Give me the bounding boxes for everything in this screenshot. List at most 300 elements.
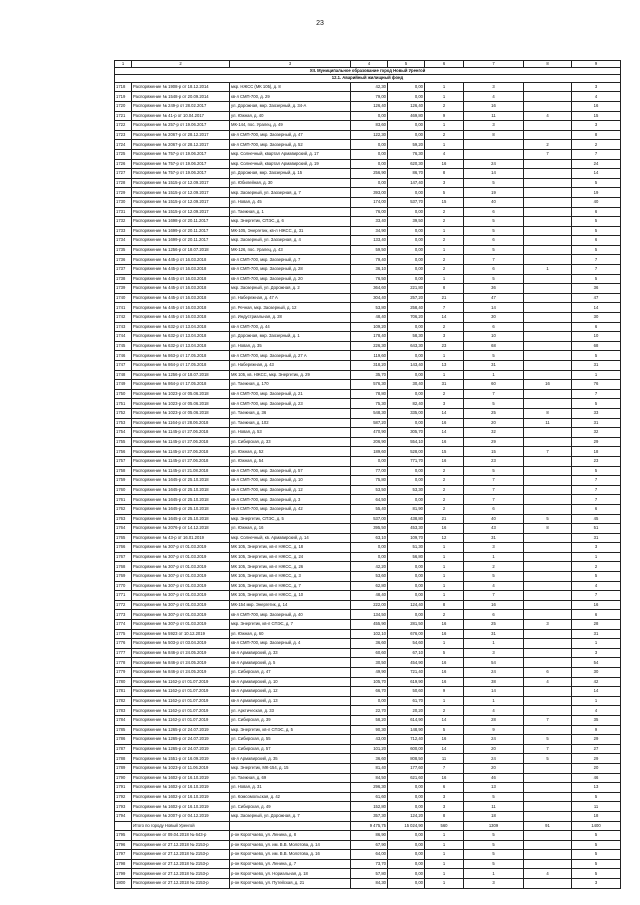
table-cell: 101,20 [351,744,388,754]
table-cell: 4 [572,92,621,102]
table-cell: 1793 [115,802,132,812]
table-cell: 109,70 [388,533,425,543]
table-cell: 16 [425,629,464,639]
table-row [115,792,621,802]
table-cell: 1739 [115,284,132,294]
table-cell [524,332,572,342]
table-cell: 7 [572,476,621,486]
table-cell [524,456,572,466]
table-cell: 126,40 [351,101,388,111]
table-cell [524,859,572,869]
table-cell: 23 [572,456,621,466]
table-cell: 1728 [115,178,132,188]
table-cell: 75,80 [351,476,388,486]
table-cell: 1760 [115,485,132,495]
table-cell: кв-л СМП-700, мкр. Заозерный, д. 42 [230,504,351,514]
table-cell [524,428,572,438]
table-cell: 1766 [115,543,132,553]
table-cell: 257,20 [388,293,425,303]
table-cell: 16 [425,668,464,678]
table-row [115,879,621,889]
table-cell: 119,60 [351,351,388,361]
table-cell: 78,80 [351,389,388,399]
table-cell: 3 [524,620,572,630]
table-cell: ул. Комсомольская, д. 42 [230,792,351,802]
table-cell: 2 [425,476,464,486]
table-cell: 43 [464,524,524,534]
table-cell: 24 [464,754,524,764]
table-cell: 2 [425,485,464,495]
table-row [115,639,621,649]
table-cell: ул. Таежная, д. 102 [230,418,351,428]
table-cell: кв-л СМП-700, мкр. Заозерный, д. 20 [230,274,351,284]
table-cell: 0,00 [351,543,388,553]
table-cell: 7 [524,149,572,159]
table-cell: 84,50 [351,773,388,783]
table-cell: 13 [425,361,464,371]
table-cell: 3 [425,399,464,409]
table-cell: 16 [524,380,572,390]
table-cell: ул. Таежная, д. 1 [230,207,351,217]
table-cell: 1 [425,370,464,380]
table-cell: 91 [524,821,572,831]
table-cell: Распоряжение № 445-р от 16.03.2018 [132,274,230,284]
table-cell: 14 [572,169,621,179]
table-cell: Распоряжение № 864-р от 17.05.2018 [132,361,230,371]
table-cell: 1736 [115,255,132,265]
table-cell: 3 [572,879,621,889]
table-cell: кв-л СМП-700, мкр. Заозерный, д. 47 [230,130,351,140]
table-cell: 1 [425,226,464,236]
table-cell: 177,60 [388,763,425,773]
table-cell: 1738 [115,274,132,284]
table-cell: 3 [230,61,351,68]
table-cell: 5 [464,351,524,361]
table-cell: Распоряжение № 1602-р от 16.10.2019 [132,783,230,793]
table-cell: 1758 [115,466,132,476]
table-cell: Распоряжение № 1162-р от 01.07.2019 [132,687,230,697]
table-cell: 10 [464,332,524,342]
table-row [115,332,621,342]
table-cell: Распоряжение № 2076-р от 14.12.2018 [132,524,230,534]
table-cell [524,159,572,169]
table-cell: Распоряжение № 757-р от 19.06.2017 [132,169,230,179]
table-cell: 48,40 [351,313,388,323]
table-cell: 4 [572,581,621,591]
table-cell: 23 [464,456,524,466]
table-cell: 134,50 [351,610,388,620]
table-cell: 8 [524,524,572,534]
table-cell [524,763,572,773]
table-cell: 5 [524,735,572,745]
table-cell: мкр. Солнечный, квартал Армавирский, д. 17 [230,149,351,159]
table-cell: 0,00 [388,121,425,131]
table-cell: Распоряжение № 1548-р от 20.09.2014 [132,92,230,102]
table-cell: 1 [425,140,464,150]
table-cell [524,495,572,505]
table-cell [524,399,572,409]
table-cell: 1 [464,370,524,380]
table-cell: 1 [425,831,464,841]
table-cell: 1 [425,245,464,255]
table-cell: 31 [464,629,524,639]
table-cell: 2 [572,562,621,572]
table-cell: Распоряжение № 1256-р от 18.07.2018 [132,245,230,255]
table-cell [524,178,572,188]
table-cell: кв-л СМП-700, д. 44 [230,322,351,332]
table-cell: 305,70 [388,428,425,438]
table-cell: 5 [464,792,524,802]
table-cell: 614,90 [388,715,425,725]
table-cell: 54 [572,658,621,668]
table-cell: МК-105, Энергетик, кв-л НЖСС, д. 31 [230,226,351,236]
table-cell: 124,20 [388,811,425,821]
table-cell: 1 [425,274,464,284]
table-cell: 51,30 [388,543,425,553]
table-cell: 1769 [115,572,132,582]
table-cell: 454,90 [388,658,425,668]
table-row [115,476,621,486]
table-cell: 619,90 [388,677,425,687]
table-cell: 1781 [115,687,132,697]
table-cell: 5 [524,514,572,524]
table-cell [524,533,572,543]
table-row [115,725,621,735]
table-cell [524,361,572,371]
table-cell: ул. Дорожная, мкр. Заозерный, д. 1 [230,332,351,342]
table-cell: ул. Южная, д. 54 [230,456,351,466]
table-cell: 47 [572,293,621,303]
table-row [115,629,621,639]
table-cell: Распоряжение № 1145-р от 21.08.2018 [132,466,230,476]
table-cell [524,811,572,821]
table-cell [524,303,572,313]
table-cell [524,543,572,553]
table-cell: 1791 [115,783,132,793]
table-cell [524,255,572,265]
table-cell: 1773 [115,610,132,620]
table-cell: кв-л СМП-700, д. 29 [230,92,351,102]
table-cell: 18 [572,811,621,821]
table-cell: 0,00 [351,696,388,706]
table-cell: 3 [572,82,621,92]
table-cell: 7 [572,591,621,601]
table-row [115,101,621,111]
table-cell [230,821,351,831]
table-cell: 1759 [115,476,132,486]
table-cell: 0,00 [388,389,425,399]
table-cell: 221,80 [388,284,425,294]
table-row [115,706,621,716]
table-cell: Распоряжение № 1145-р от 27.06.2018 [132,428,230,438]
table-cell: 1 [425,591,464,601]
table-cell: 7 [464,61,524,68]
table-cell: 13 [464,783,524,793]
table-cell: 1 [572,370,621,380]
table-cell: 76,50 [351,274,388,284]
table-cell: 7 [464,255,524,265]
table-cell: 14 [425,428,464,438]
table-cell: 5 [464,217,524,227]
table-cell: 58,20 [351,715,388,725]
table-row [115,341,621,351]
table-cell: 32 [572,428,621,438]
table-cell: 1775 [115,629,132,639]
table-cell: 7 [464,485,524,495]
table-cell: Распоряжение № 307-р от 01.03.2019 [132,543,230,553]
table-row [115,197,621,207]
table-cell: 16 [425,524,464,534]
table-cell: 1 [425,869,464,879]
table-cell: ул. Дорожная, мкр. Заозерный, д. 34-А [230,101,351,111]
table-row [115,399,621,409]
table-cell: 0,00 [388,859,425,869]
table-cell: Распоряжение № 1645-р от 25.10.2018 [132,514,230,524]
table-cell: 30 [572,313,621,323]
table-cell: 0,00 [388,840,425,850]
table-cell [524,101,572,111]
table-cell [524,572,572,582]
table-cell: Распоряжение № 864-р от 17.05.2018 [132,380,230,390]
table-cell: 6 [572,236,621,246]
table-cell: 226,30 [351,341,388,351]
table-cell: Распоряжение от 27.12.2018 № 2153-р [132,840,230,850]
table-cell: 1400 [572,821,621,831]
table-cell: 1734 [115,236,132,246]
table-cell: 4 [351,61,388,68]
table-cell: 7 [572,389,621,399]
table-cell: Распоряжение № 846-р от 24.05.2019 [132,658,230,668]
table-row [115,284,621,294]
table-cell: 25 [464,408,524,418]
table-cell: 587,20 [351,418,388,428]
table-row [115,370,621,380]
table-cell [524,504,572,514]
table-cell: Распоряжение № 1515-р от 12.09.2017 [132,197,230,207]
table-cell: Распоряжение № 1515-р от 12.09.2017 [132,178,230,188]
table-cell: 60 [464,380,524,390]
table-cell: 31 [572,361,621,371]
table-cell: 3 [464,543,524,553]
table-row [115,140,621,150]
header-row [115,61,621,68]
table-cell: 6 [464,610,524,620]
table-cell: 1 [425,82,464,92]
table-cell: 2 [425,466,464,476]
housing-table [114,60,621,889]
table-cell: Распоряжение № 503-р от 03.04.2019 [132,639,230,649]
table-cell: 14 [464,303,524,313]
table-cell: 5 [464,245,524,255]
table-cell [524,792,572,802]
table-row [115,696,621,706]
table-cell [524,485,572,495]
table-cell: 1795 [115,831,132,841]
table-cell: Распоряжение № 307-р от 01.03.2019 [132,620,230,630]
table-cell: 1792 [115,792,132,802]
table-row [115,447,621,457]
table-cell: 5 [425,648,464,658]
table-row [115,121,621,131]
table-cell: 1309 [464,821,524,831]
table-row [115,418,621,428]
table-cell: 16 [425,456,464,466]
table-cell [524,92,572,102]
table-cell: Распоряжение № 757-р от 19.06.2017 [132,159,230,169]
table-cell: 1750 [115,389,132,399]
table-cell: 1789 [115,763,132,773]
table-cell: Распоряжение № 41-р от 10.04.2017 [132,111,230,121]
table-cell: 1742 [115,313,132,323]
table-cell: 77,00 [351,466,388,476]
table-cell: Распоряжение № 1265-р от 24.07.2019 [132,725,230,735]
table-cell [524,725,572,735]
table-cell [524,351,572,361]
table-cell: Распоряжение от 27.12.2018 № 2153-р [132,850,230,860]
table-cell: 1752 [115,408,132,418]
table-cell [524,370,572,380]
table-cell: 2 [425,265,464,275]
table-cell: кв-л СМП-700, мкр. Заозерный, д. 3 [230,495,351,505]
table-cell: 15 024,90 [388,821,425,831]
table-cell: 36,60 [351,754,388,764]
table-row [115,303,621,313]
table-cell: 296,30 [351,783,388,793]
table-cell: 5 [464,274,524,284]
table-cell: 1788 [115,754,132,764]
table-cell: 1 [572,696,621,706]
table-cell: 3 [425,332,464,342]
table-cell: 4 [464,92,524,102]
table-cell: 0,00 [351,111,388,121]
table-cell: 576,30 [351,380,388,390]
table-cell: ул. Таежная, д. 69 [230,773,351,783]
table-cell: 6 [572,322,621,332]
table-cell: кв-л СМП-700, мкр. Заозерный, д. 57 [230,466,351,476]
table-cell: 16 [425,658,464,668]
table-cell: 13 [572,783,621,793]
table-cell: 76 [572,380,621,390]
table-cell: 2 [425,130,464,140]
table-cell: 0,00 [388,322,425,332]
table-row [115,581,621,591]
table-cell: 5 [524,754,572,764]
table-row [115,735,621,745]
table-cell: 29 [464,437,524,447]
table-cell: 45 [572,514,621,524]
table-cell: Распоряжение № 1023-р от 05.06.2018 [132,408,230,418]
table-cell: 4 [425,149,464,159]
table-cell: 1744 [115,332,132,342]
table-cell: 1770 [115,581,132,591]
table-cell: 81,90 [388,504,425,514]
table-cell: 19 [572,188,621,198]
table-cell: 0,00 [388,591,425,601]
table-cell: 152,80 [351,802,388,812]
table-row [115,178,621,188]
table-cell: МК 105, кв. НЖСС, мкр. Энергетик, д. 29 [230,370,351,380]
table-cell: 36,60 [351,639,388,649]
table-cell: Распоряжение № 2067-р от 28.12.2017 [132,130,230,140]
table-cell: Распоряжение от 27.12.2018 № 2153-р [132,869,230,879]
table-cell: 33 [572,408,621,418]
table-cell: 1749 [115,380,132,390]
table-cell: 28 [464,715,524,725]
table-cell: кв-л СМП-700, мкр. Заозерный, д. 10 [230,476,351,486]
table-cell [464,149,524,159]
table-cell: р-он Коротчаево, ул. Путейская, д. 21 [230,879,351,889]
table-cell: 75,30 [351,399,388,409]
table-cell: 10 [572,332,621,342]
table-cell: ул. Сибирская, д. 39 [230,715,351,725]
table-cell: Распоряжение № 1023-р от 11.06.2019 [132,763,230,773]
table-row [115,380,621,390]
table-cell: 712,40 [388,735,425,745]
table-cell: 0,00 [388,562,425,572]
table-cell: ул. Сибирская, д. 49 [230,802,351,812]
table-row [115,82,621,92]
table-cell: 364,60 [351,284,388,294]
table-cell: 0,00 [351,140,388,150]
table-cell: 34,90 [351,226,388,236]
table-cell: 29 [572,754,621,764]
table-cell: ул. Набережная, д. 43 [230,361,351,371]
table-row [115,763,621,773]
table-cell: 7 [572,255,621,265]
table-cell: 29 [572,735,621,745]
table-cell: 62,80 [351,581,388,591]
table-cell: Распоряжение № 307-р от 01.03.2019 [132,572,230,582]
table-cell: 15 [425,447,464,457]
table-cell: 1 [464,696,524,706]
table-cell [524,840,572,850]
table-cell [524,341,572,351]
table-cell: 31 [464,361,524,371]
table-cell: 7 [524,744,572,754]
table-cell: 31 [464,533,524,543]
table-cell: 27 [572,744,621,754]
table-cell: 2 [425,610,464,620]
table-cell: 1 [572,552,621,562]
table-cell: МК-144, пос. Уралец, д. 49 [230,121,351,131]
table-cell: 174,00 [351,197,388,207]
table-cell: ул. Индустриальная, д. 28 [230,313,351,323]
table-cell: Распоряжение № 1602-р от 16.10.2019 [132,802,230,812]
table-row [115,255,621,265]
table-cell: 53,80 [351,303,388,313]
table-cell: 83,60 [351,121,388,131]
table-cell: 0,00 [388,476,425,486]
table-cell: 1800 [115,879,132,889]
table-cell: 453,30 [388,524,425,534]
table-cell: 16 [572,101,621,111]
table-cell: 1771 [115,591,132,601]
table-cell: 528,00 [388,447,425,457]
table-cell: 1763 [115,514,132,524]
table-cell: кв-л Армавирский, д. 10 [230,677,351,687]
table-cell: 1719 [115,92,132,102]
table-cell: 54,60 [388,639,425,649]
table-cell: 59,50 [351,245,388,255]
table-cell: 39,50 [388,217,425,227]
table-cell: 7 [464,476,524,486]
table-cell [524,217,572,227]
table-cell: 122,30 [351,130,388,140]
table-cell: Распоряжение № 43-р от 16.01.2019 [132,533,230,543]
table-cell: ул. Юбилейная, д. 30 [230,178,351,188]
table-cell: Распоряжение № 1162-р от 01.07.2019 [132,715,230,725]
table-cell: 30,40 [388,380,425,390]
